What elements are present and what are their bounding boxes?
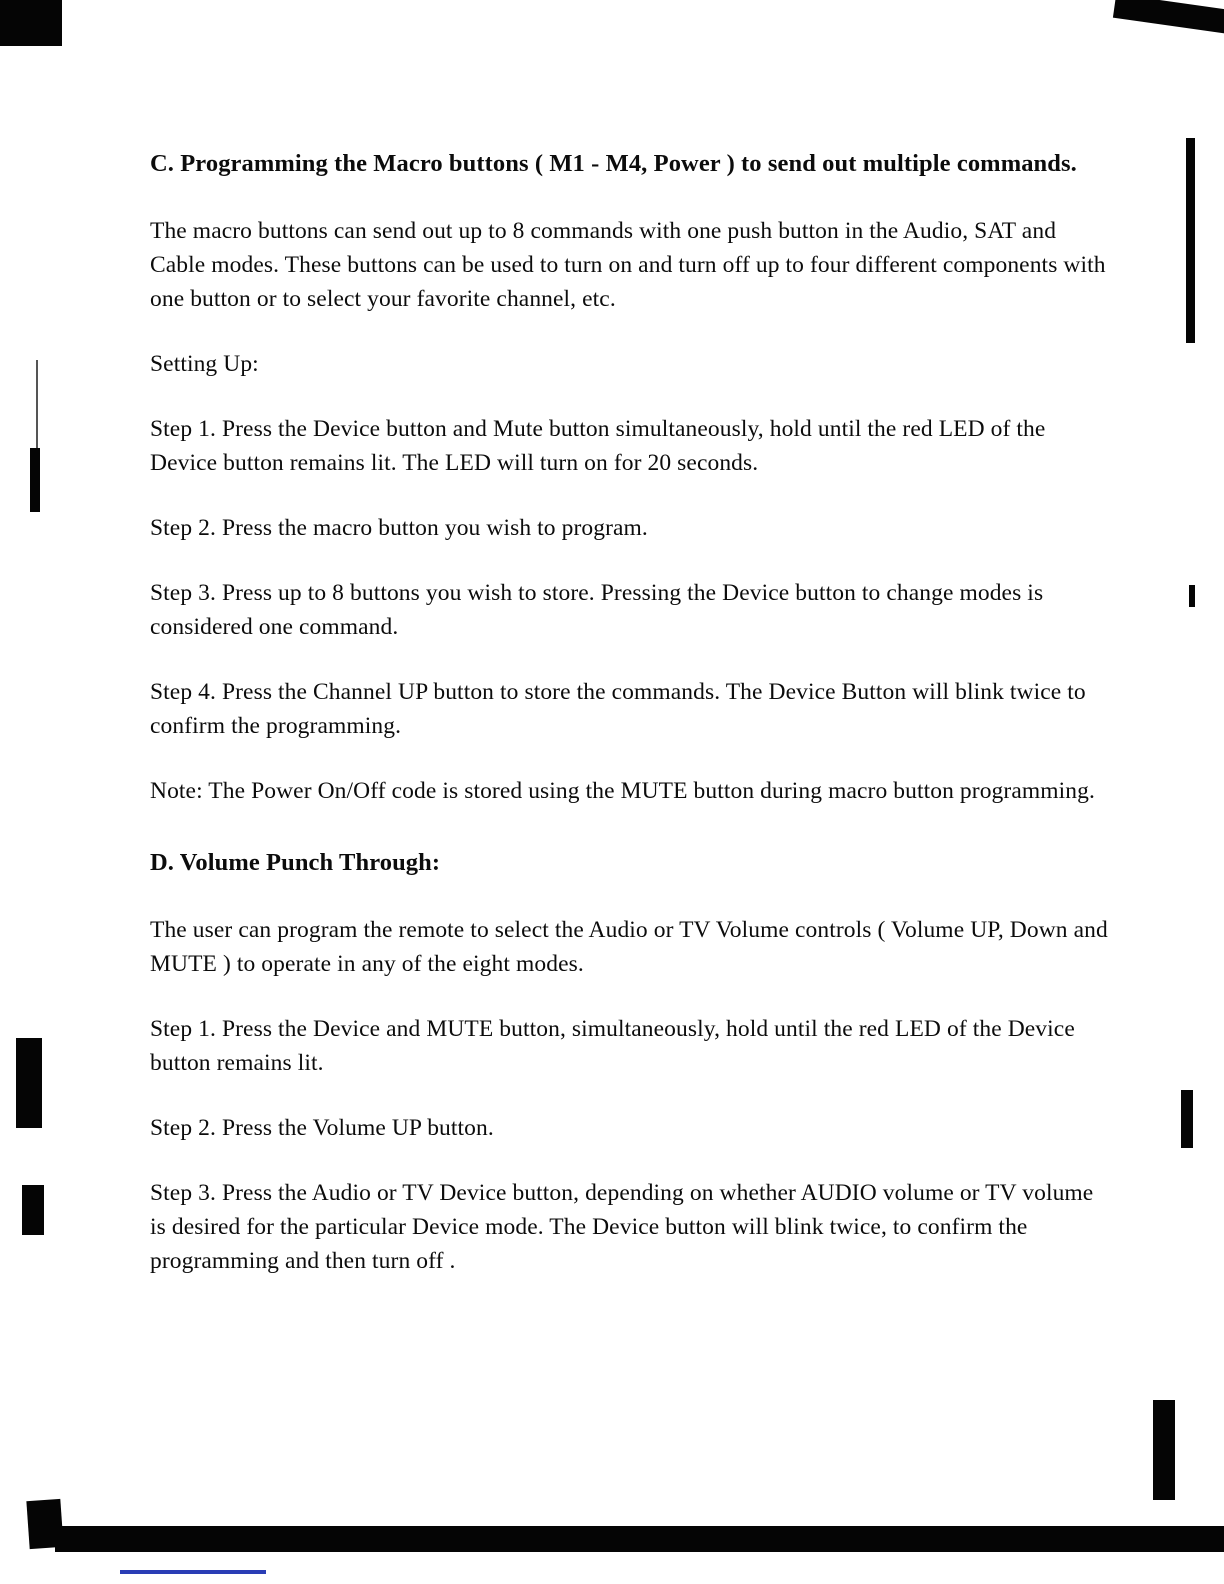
scan-artifact-blue-underline: [120, 1570, 266, 1574]
scan-artifact-left-mark-upper: [30, 448, 40, 512]
scan-artifact-right-mark-small: [1189, 585, 1195, 607]
scan-artifact-bottom-bar: [55, 1526, 1224, 1552]
scan-artifact-left-bar-thick: [16, 1038, 42, 1128]
section-d-step-1: Step 1. Press the Device and MUTE button, simultaneously, hold until the red LED of the Device button remains lit.: [150, 1016, 1075, 1076]
scan-artifact-right-bar-upper: [1186, 138, 1195, 343]
section-c-step-4: Step 4. Press the Channel UP button to store the commands. The Device Button will blink twice to confirm the programming.: [150, 679, 1086, 739]
section-c-note: Note: The Power On/Off code is stored using the MUTE button during macro button programming.: [150, 778, 1095, 804]
setting-up-label: Setting Up:: [150, 351, 259, 377]
section-c-step-3: Step 3. Press up to 8 buttons you wish to store. Pressing the Device button to change modes is considered one command.: [150, 580, 1044, 640]
scan-artifact-top-left-corner: [0, 0, 62, 46]
scan-artifact-right-bar-mid: [1181, 1090, 1193, 1148]
scan-artifact-top-right-wedge: [1113, 0, 1224, 34]
section-d-intro: The user can program the remote to select the Audio or TV Volume controls ( Volume UP, Down and MUTE ) to operate in any of the eight modes.: [150, 917, 1108, 977]
scan-artifact-left-bar-lower: [22, 1185, 44, 1235]
document-page: [150, 146, 1110, 1309]
section-c-step-2: Step 2. Press the macro button you wish to program.: [150, 515, 648, 541]
section-d-step-2: Step 2. Press the Volume UP button.: [150, 1115, 494, 1141]
section-d-step-3: Step 3. Press the Audio or TV Device button, depending on whether AUDIO volume or TV volume is desired for the particular Device mode. The Device button will blink twice, to confirm the programming and then turn off .: [150, 1180, 1094, 1274]
section-c-intro: The macro buttons can send out up to 8 commands with one push button in the Audio, SAT and Cable modes. These buttons can be used to turn on and turn off up to four different components with one button or to select your favorite channel, etc.: [150, 218, 1106, 312]
scan-artifact-right-bar-lower: [1153, 1400, 1175, 1500]
section-c-step-1: Step 1. Press the Device button and Mute button simultaneously, hold until the red LED of the Device button remains lit. The LED will turn on for 20 seconds.: [150, 416, 1046, 476]
section-d-heading: D. Volume Punch Through:: [150, 849, 441, 876]
section-c-heading: C. Programming the Macro buttons ( M1 - M4, Power ) to send out multiple commands.: [150, 150, 1077, 177]
